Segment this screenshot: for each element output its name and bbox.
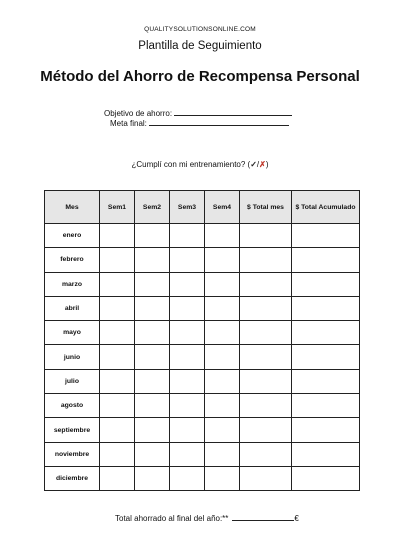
total-acumulado-cell[interactable] (292, 224, 360, 248)
sem4-cell[interactable] (205, 394, 240, 418)
total-mes-cell[interactable] (240, 321, 292, 345)
sem2-cell[interactable] (135, 296, 170, 320)
sem1-cell[interactable] (100, 345, 135, 369)
sem2-cell[interactable] (135, 369, 170, 393)
training-question (0, 160, 400, 169)
sem1-cell[interactable] (100, 296, 135, 320)
objective-blank-line[interactable] (174, 108, 292, 116)
total-acumulado-cell[interactable] (292, 296, 360, 320)
sem1-cell[interactable] (100, 466, 135, 490)
sem1-cell[interactable] (100, 272, 135, 296)
sem1-cell[interactable] (100, 224, 135, 248)
sem2-cell[interactable] (135, 418, 170, 442)
question-slash: / (256, 160, 260, 169)
column-header-sem4: Sem4 (205, 191, 240, 224)
month-label: agosto (45, 394, 100, 418)
sem1-cell[interactable] (100, 442, 135, 466)
sem1-cell[interactable] (100, 321, 135, 345)
total-mes-cell[interactable] (240, 418, 292, 442)
total-mes-cell[interactable] (240, 345, 292, 369)
total-acumulado-cell[interactable] (292, 272, 360, 296)
sem4-cell[interactable] (205, 296, 240, 320)
column-header-total-acumulado: $ Total Acumulado (292, 191, 360, 224)
month-label: junio (45, 345, 100, 369)
month-label: noviembre (45, 442, 100, 466)
sem4-cell[interactable] (205, 369, 240, 393)
question-text: ¿Cumplí con mi entrenamiento? ( (131, 160, 251, 169)
sem1-cell[interactable] (100, 248, 135, 272)
goal-blank-line[interactable] (149, 118, 289, 126)
sem2-cell[interactable] (135, 272, 170, 296)
sem2-cell[interactable] (135, 442, 170, 466)
sem3-cell[interactable] (170, 321, 205, 345)
table-row (45, 442, 360, 466)
sem1-cell[interactable] (100, 394, 135, 418)
month-label: diciembre (45, 466, 100, 490)
total-acumulado-cell[interactable] (292, 369, 360, 393)
question-close: ) (265, 160, 269, 169)
sem3-cell[interactable] (170, 418, 205, 442)
goal-field (110, 118, 289, 128)
total-acumulado-cell[interactable] (292, 345, 360, 369)
table-row (45, 248, 360, 272)
sem2-cell[interactable] (135, 248, 170, 272)
sem4-cell[interactable] (205, 442, 240, 466)
page-title: Método del Ahorro de Recompensa Personal (40, 68, 360, 85)
sem2-cell[interactable] (135, 224, 170, 248)
column-header-sem2: Sem2 (135, 191, 170, 224)
month-label: abril (45, 296, 100, 320)
sem4-cell[interactable] (205, 345, 240, 369)
sem3-cell[interactable] (170, 394, 205, 418)
table-row (45, 296, 360, 320)
total-acumulado-cell[interactable] (292, 394, 360, 418)
sem3-cell[interactable] (170, 369, 205, 393)
month-label: febrero (45, 248, 100, 272)
sem3-cell[interactable] (170, 345, 205, 369)
total-mes-cell[interactable] (240, 466, 292, 490)
table-row (45, 321, 360, 345)
sem3-cell[interactable] (170, 248, 205, 272)
table-row (45, 224, 360, 248)
total-acumulado-cell[interactable] (292, 248, 360, 272)
total-mes-cell[interactable] (240, 248, 292, 272)
sem4-cell[interactable] (205, 272, 240, 296)
sem4-cell[interactable] (205, 321, 240, 345)
column-header-sem1: Sem1 (100, 191, 135, 224)
sem1-cell[interactable] (100, 418, 135, 442)
check-icon: ✓ (250, 160, 257, 169)
currency-symbol: € (294, 514, 299, 523)
month-label: enero (45, 224, 100, 248)
sem3-cell[interactable] (170, 466, 205, 490)
total-acumulado-cell[interactable] (292, 442, 360, 466)
total-mes-cell[interactable] (240, 296, 292, 320)
month-label: julio (45, 369, 100, 393)
year-total-label: Total ahorrado al final del año:** (115, 514, 229, 523)
sem4-cell[interactable] (205, 248, 240, 272)
objective-field (104, 108, 292, 118)
goal-label: Meta final: (110, 119, 147, 128)
sem3-cell[interactable] (170, 296, 205, 320)
sem2-cell[interactable] (135, 321, 170, 345)
sem3-cell[interactable] (170, 442, 205, 466)
table-row (45, 466, 360, 490)
month-label: mayo (45, 321, 100, 345)
month-label: septiembre (45, 418, 100, 442)
sem4-cell[interactable] (205, 418, 240, 442)
table-row (45, 394, 360, 418)
table-row (45, 369, 360, 393)
table-row (45, 345, 360, 369)
sem3-cell[interactable] (170, 224, 205, 248)
total-mes-cell[interactable] (240, 442, 292, 466)
site-url: QUALITYSOLUTIONSONLINE.COM (144, 26, 256, 33)
column-header-mes: Mes (45, 191, 100, 224)
cross-icon: ✗ (259, 160, 266, 169)
year-total-blank-line[interactable] (232, 513, 294, 521)
table-row (45, 272, 360, 296)
objective-label: Objetivo de ahorro: (104, 109, 173, 118)
total-acumulado-cell[interactable] (292, 466, 360, 490)
column-header-total-mes: $ Total mes (240, 191, 292, 224)
total-mes-cell[interactable] (240, 272, 292, 296)
total-mes-cell[interactable] (240, 224, 292, 248)
total-mes-cell[interactable] (240, 369, 292, 393)
table-row (45, 418, 360, 442)
sem2-cell[interactable] (135, 466, 170, 490)
sem3-cell[interactable] (170, 272, 205, 296)
month-label: marzo (45, 272, 100, 296)
total-acumulado-cell[interactable] (292, 418, 360, 442)
savings-table (44, 190, 360, 491)
sem2-cell[interactable] (135, 394, 170, 418)
total-acumulado-cell[interactable] (292, 321, 360, 345)
column-header-sem3: Sem3 (170, 191, 205, 224)
table-header-row (45, 191, 360, 224)
sem1-cell[interactable] (100, 369, 135, 393)
sem4-cell[interactable] (205, 466, 240, 490)
sem2-cell[interactable] (135, 345, 170, 369)
total-mes-cell[interactable] (240, 394, 292, 418)
page-subtitle: Plantilla de Seguimiento (138, 40, 262, 52)
sem4-cell[interactable] (205, 224, 240, 248)
year-total (115, 513, 299, 523)
